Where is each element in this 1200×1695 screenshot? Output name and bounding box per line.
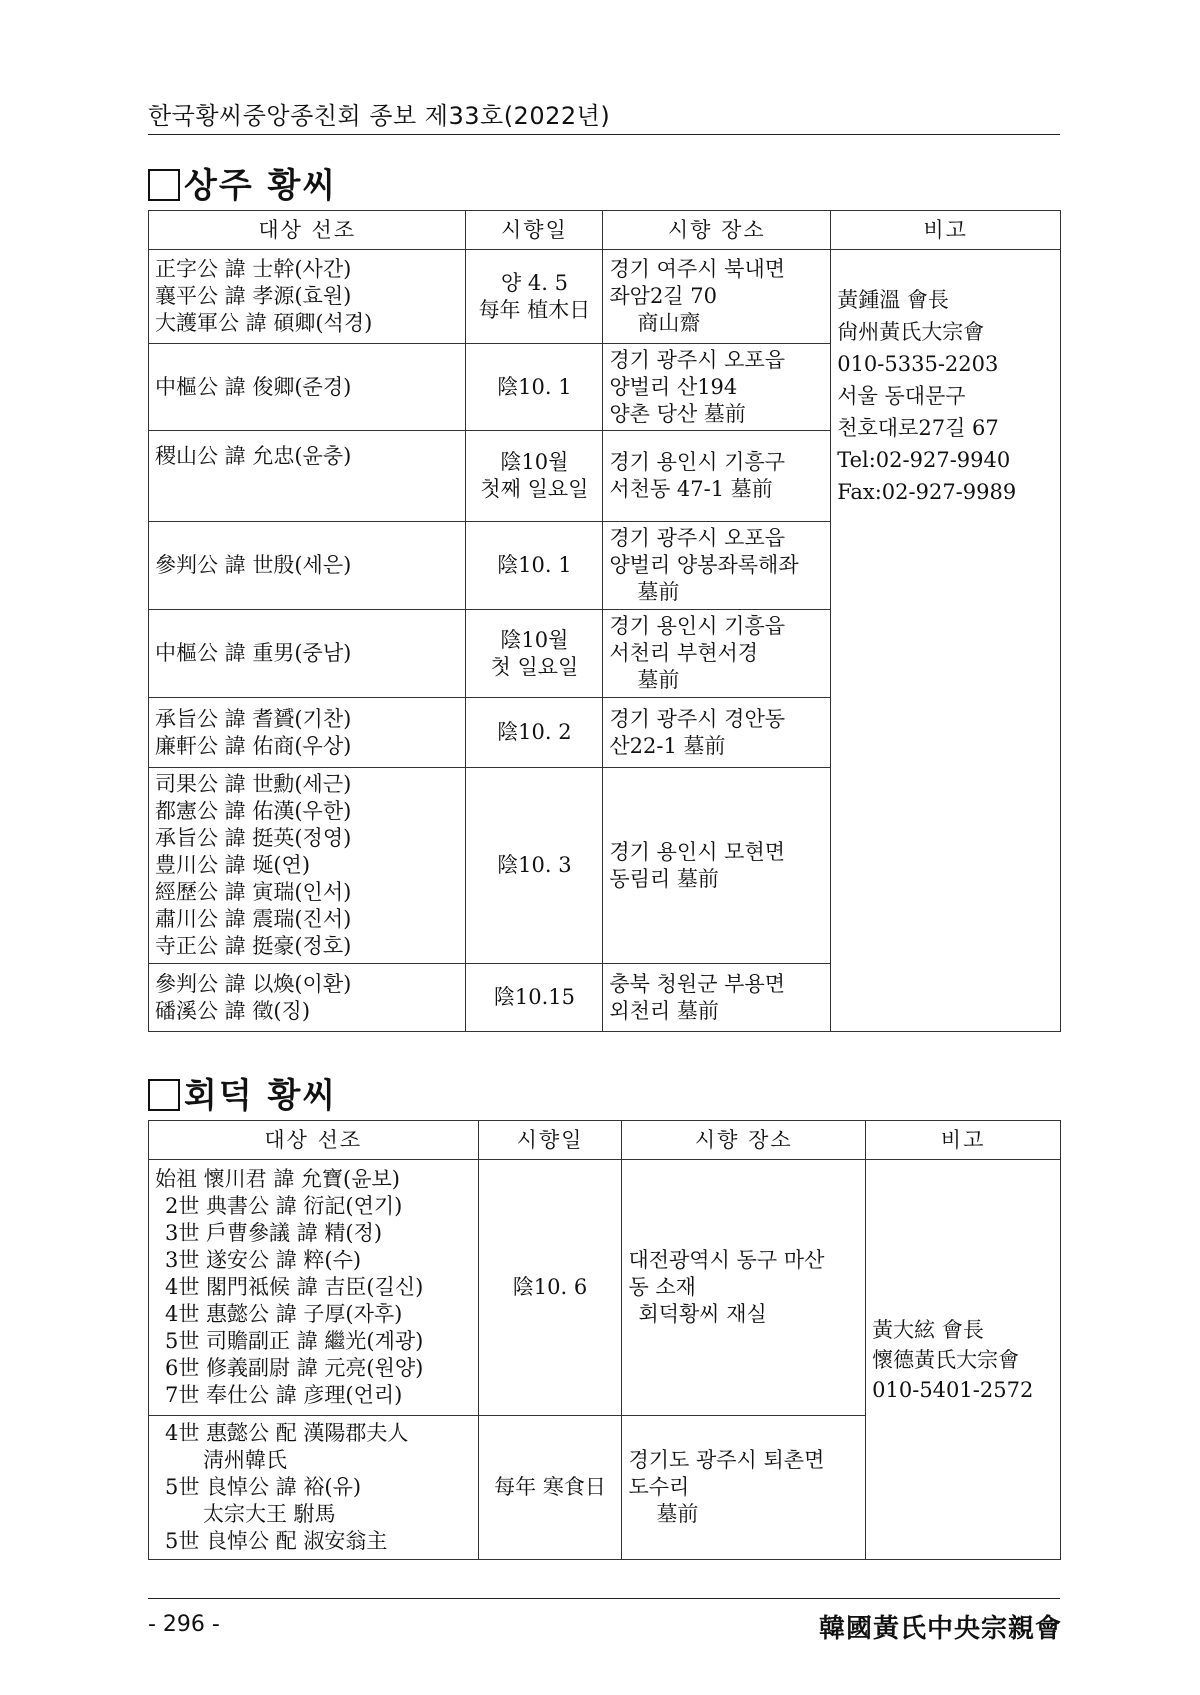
- ancestor-line: 5世 司贍副正 諱 繼光(계광): [165, 1329, 424, 1353]
- place-line: 양벌리 양봉좌록해좌: [609, 553, 799, 577]
- table-row: [149, 1160, 1061, 1416]
- place-line: 경기 용인시 모현면: [609, 839, 786, 864]
- col-header: 시향일: [466, 211, 603, 250]
- section-title-sangju: [148, 158, 337, 207]
- place-line: 도수리: [628, 1475, 690, 1499]
- date-line: 첫째 일요일: [480, 477, 589, 501]
- ancestors-cell: [149, 1416, 479, 1560]
- date-cell: [466, 610, 603, 698]
- ancestors-cell: [149, 964, 466, 1032]
- col-header: 시향 장소: [622, 1121, 866, 1160]
- col-header: 시향 장소: [603, 211, 831, 250]
- date-cell: [466, 431, 603, 522]
- place-cell: [603, 522, 831, 610]
- note-cell: [866, 1160, 1061, 1560]
- ancestors-cell: [149, 522, 466, 610]
- place-line: 경기도 광주시 퇴촌면: [628, 1448, 825, 1472]
- organization-name: 韓國黃氏中央宗親會: [818, 1614, 1062, 1644]
- date-line: 陰10. 1: [497, 374, 572, 399]
- ancestors-cell: [149, 250, 466, 344]
- place-line: 외천리 墓前: [609, 998, 719, 1023]
- ancestor-line: 3世 遂安公 諱 粹(수): [165, 1248, 362, 1272]
- date-line: 陰10. 1: [497, 553, 572, 577]
- ancestor-line: 稷山公 諱 允忠(윤충): [155, 444, 352, 468]
- date-cell: [466, 964, 603, 1032]
- ancestor-line: 正字公 諱 士幹(사간): [155, 257, 352, 281]
- place-line: 산22-1 墓前: [609, 733, 726, 758]
- note-line: 010-5335-2203: [837, 352, 999, 376]
- table-row: [149, 250, 1061, 344]
- ancestor-line: 始祖 懷川君 諱 允寶(윤보): [155, 1167, 400, 1191]
- ancestor-line: 中樞公 諱 俊卿(준경): [155, 374, 352, 399]
- place-cell: [603, 768, 831, 964]
- page-header: 한국황씨중앙종친회 종보 제33호(2022년): [148, 102, 611, 130]
- date-cell: [466, 768, 603, 964]
- place-line: 서천동 47-1 墓前: [609, 477, 773, 501]
- col-header: 대상 선조: [149, 211, 466, 250]
- ancestors-cell: [149, 431, 466, 522]
- ancestor-line: 4世 惠懿公 配 漢陽郡夫人: [165, 1421, 409, 1445]
- place-cell: [622, 1160, 866, 1416]
- ancestor-line: 參判公 諱 以煥(이환): [155, 971, 352, 996]
- place-line: 동 소재: [628, 1275, 696, 1299]
- ancestor-line: 中樞公 諱 重男(중남): [155, 641, 352, 665]
- ancestor-line: 5世 良悼公 諱 裕(유): [165, 1475, 362, 1499]
- ancestor-line: 經歷公 諱 寅瑞(인서): [155, 880, 352, 904]
- ancestor-line: 大護軍公 諱 碩卿(석경): [155, 311, 373, 335]
- note-line: Tel:02-927-9940: [837, 448, 1011, 472]
- page-number: - 296 -: [148, 1612, 220, 1637]
- date-line: 陰10월: [500, 450, 569, 474]
- ancestor-line: 廉軒公 諱 佑商(우상): [155, 733, 352, 758]
- ancestors-cell: [149, 768, 466, 964]
- ancestor-line: 磻溪公 諱 徵(징): [155, 998, 311, 1023]
- place-cell: [622, 1416, 866, 1560]
- checkbox-square-icon: [148, 169, 180, 201]
- place-line: 좌암2길 70: [609, 284, 717, 308]
- col-header: 비고: [831, 211, 1061, 250]
- ancestor-line: 3世 戶曹參議 諱 精(정): [165, 1221, 383, 1245]
- place-cell: [603, 610, 831, 698]
- section-title-text: 회덕 황씨: [184, 1076, 338, 1116]
- ancestor-line: 寺正公 諱 挺豪(정호): [155, 934, 352, 958]
- ancestors-cell: [149, 610, 466, 698]
- place-line: 경기 용인시 기흥읍: [609, 614, 786, 638]
- place-line: 충북 청원군 부용면: [609, 971, 786, 996]
- date-cell: [478, 1416, 622, 1560]
- place-cell: [603, 431, 831, 522]
- note-line: 천호대로27길 67: [837, 416, 999, 440]
- date-cell: [478, 1160, 622, 1416]
- date-line: 첫 일요일: [490, 654, 579, 679]
- ancestor-line: 4世 惠懿公 諱 子厚(자후): [165, 1302, 403, 1326]
- date-line: 每年 寒食日: [494, 1475, 606, 1499]
- header-rule: [148, 134, 1060, 135]
- note-line: 서울 동대문구: [837, 384, 966, 408]
- ancestor-line: 太宗大王 駙馬: [203, 1502, 336, 1526]
- place-line: 墓前: [637, 580, 680, 604]
- ancestor-line: 承旨公 諱 挺英(정영): [155, 826, 352, 850]
- note-line: Fax:02-927-9989: [837, 480, 1017, 504]
- table-header-row: [149, 1121, 1061, 1160]
- place-line: 동림리 墓前: [609, 866, 719, 891]
- place-line: 商山齋: [637, 311, 701, 335]
- ancestor-line: 參判公 諱 世殷(세은): [155, 553, 352, 577]
- date-line: 양 4. 5: [500, 270, 568, 295]
- place-line: 경기 광주시 오포읍: [609, 526, 786, 550]
- sangju-table: [148, 210, 1061, 1032]
- place-line: 양촌 당산 墓前: [609, 401, 746, 426]
- place-line: 회덕황씨 재실: [638, 1302, 767, 1326]
- place-line: 墓前: [637, 668, 680, 692]
- ancestor-line: 5世 良悼公 配 淑安翁主: [165, 1529, 388, 1553]
- ancestor-line: 6世 修義副尉 諱 元亮(원양): [165, 1356, 424, 1380]
- place-line: 경기 용인시 기흥구: [609, 450, 786, 474]
- date-line: 陰10. 6: [512, 1275, 588, 1299]
- section-title-text: 상주 황씨: [184, 166, 338, 206]
- place-line: 墓前: [656, 1502, 699, 1526]
- ancestors-cell: [149, 698, 466, 768]
- date-line: 每年 植木日: [478, 297, 591, 322]
- col-header: 비고: [866, 1121, 1061, 1160]
- ancestor-line: 豊川公 諱 埏(연): [155, 853, 311, 877]
- ancestor-line: 襄平公 諱 孝源(효원): [155, 284, 352, 308]
- place-cell: [603, 344, 831, 431]
- note-line: 010-5401-2572: [872, 1377, 1034, 1402]
- date-line: 陰10. 2: [497, 720, 572, 744]
- ancestors-cell: [149, 1160, 479, 1416]
- ancestor-line: 肅川公 諱 震瑞(진서): [155, 907, 352, 931]
- ancestor-line: 淸州韓氏: [203, 1448, 287, 1472]
- ancestor-line: 2世 典書公 諱 衍記(연기): [165, 1194, 403, 1218]
- checkbox-square-icon: [148, 1079, 180, 1111]
- note-line: 黃鍾溫 會長: [837, 288, 949, 312]
- date-cell: [466, 522, 603, 610]
- place-line: 경기 광주시 경안동: [609, 706, 786, 731]
- col-header: 시향일: [478, 1121, 622, 1160]
- note-line: 懷德黃氏大宗會: [872, 1347, 1020, 1372]
- place-line: 경기 여주시 북내면: [609, 257, 786, 281]
- date-line: 陰10.15: [493, 985, 575, 1009]
- date-cell: [466, 698, 603, 768]
- note-cell: [831, 250, 1061, 1032]
- ancestor-line: 7世 奉仕公 諱 彦理(언리): [165, 1383, 403, 1407]
- ancestors-cell: [149, 344, 466, 431]
- place-cell: [603, 250, 831, 344]
- section-title-hoedeok: [148, 1068, 337, 1117]
- ancestor-line: 承旨公 諱 耆贇(기찬): [155, 706, 352, 731]
- col-header: 대상 선조: [149, 1121, 479, 1160]
- date-cell: [466, 250, 603, 344]
- ancestor-line: 司果公 諱 世勳(세근): [155, 772, 352, 796]
- place-cell: [603, 698, 831, 768]
- ancestor-line: 4世 閣門祗候 諱 吉臣(길신): [165, 1275, 424, 1299]
- place-cell: [603, 964, 831, 1032]
- place-line: 서천리 부현서경: [609, 641, 759, 665]
- ancestor-line: 都憲公 諱 佑漢(우한): [155, 799, 352, 823]
- date-line: 陰10월: [500, 627, 569, 652]
- note-line: 黃大絃 會長: [872, 1317, 984, 1342]
- place-line: 경기 광주시 오포읍: [609, 347, 786, 372]
- hoedeok-table: [148, 1120, 1061, 1560]
- date-line: 陰10. 3: [497, 853, 572, 877]
- date-cell: [466, 344, 603, 431]
- place-line: 양벌리 산194: [609, 374, 738, 399]
- footer-rule: [148, 1598, 1060, 1599]
- table-header-row: [149, 211, 1061, 250]
- note-line: 尙州黃氏大宗會: [837, 320, 985, 344]
- place-line: 대전광역시 동구 마산: [628, 1248, 825, 1272]
